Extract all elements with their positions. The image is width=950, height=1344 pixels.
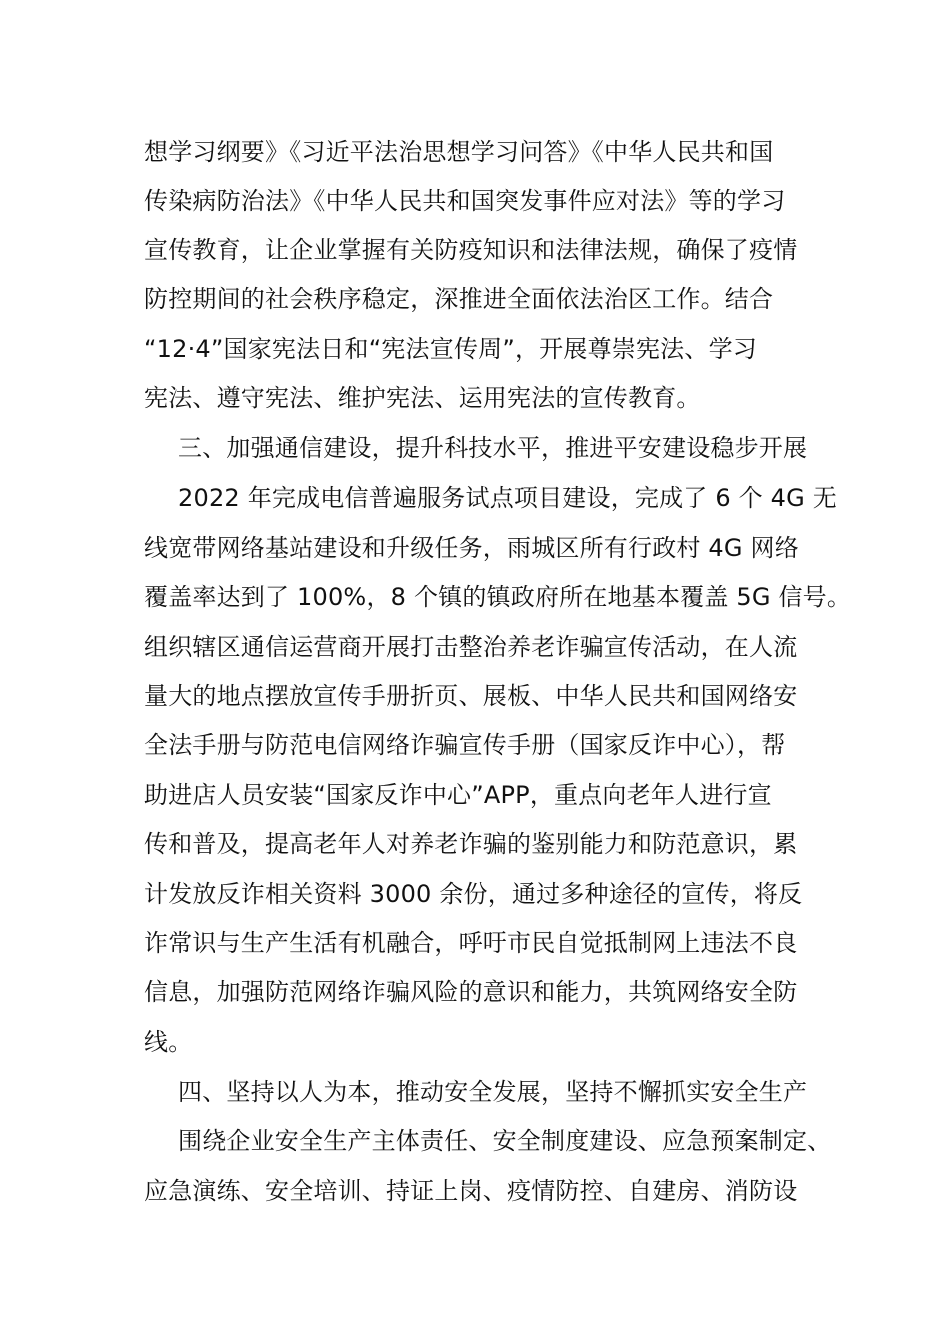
text-line: 全法手册与防范电信网络诈骗宣传手册（国家反诈中心），帮 [144,731,786,759]
text-line: 量大的地点摆放宣传手册折页、展板、中华人民共和国网络安 [144,682,798,710]
text-line: 计发放反诈相关资料 3000 余份，通过多种途径的宣传，将反 [144,880,803,908]
text-line: 信息，加强防范网络诈骗风险的意识和能力，共筑网络安全防 [144,978,798,1006]
section-heading: 四、坚持以人为本，推动安全发展，坚持不懈抓实安全生产 [178,1078,808,1106]
text-line: 应急演练、安全培训、持证上岗、疫情防控、自建房、消防设 [144,1177,798,1205]
text-line: 围绕企业安全生产主体责任、安全制度建设、应急预案制定、 [178,1127,832,1155]
text-line: 宣传教育，让企业掌握有关防疫知识和法律法规，确保了疫情 [144,236,798,264]
text-line: 想学习纲要》《习近平法治思想学习问答》《中华人民共和国 [144,138,774,166]
text-line: “12·4”国家宪法日和“宪法宣传周”，开展尊崇宪法、学习 [144,335,757,363]
section-heading: 三、加强通信建设，提升科技水平，推进平安建设稳步开展 [178,434,808,462]
text-line: 传和普及，提高老年人对养老诈骗的鉴别能力和防范意识，累 [144,830,798,858]
text-line: 覆盖率达到了 100%，8 个镇的镇政府所在地基本覆盖 5G 信号。 [144,583,852,611]
text-line: 助进店人员安装“国家反诈中心”APP，重点向老年人进行宣 [144,781,772,809]
text-line: 传染病防治法》《中华人民共和国突发事件应对法》等的学习 [144,187,786,215]
text-line: 宪法、遵守宪法、维护宪法、运用宪法的宣传教育。 [144,384,701,412]
text-line: 防控期间的社会秩序稳定，深推进全面依法治区工作。结合 [144,285,774,313]
text-line: 组织辖区通信运营商开展打击整治养老诈骗宣传活动，在人流 [144,633,798,661]
text-line: 诈常识与生产生活有机融合，呼吁市民自觉抵制网上违法不良 [144,929,798,957]
text-line: 线。 [144,1028,193,1056]
text-line: 线宽带网络基站建设和升级任务，雨城区所有行政村 4G 网络 [144,534,799,562]
text-line: 2022 年完成电信普遍服务试点项目建设，完成了 6 个 4G 无 [178,484,837,512]
